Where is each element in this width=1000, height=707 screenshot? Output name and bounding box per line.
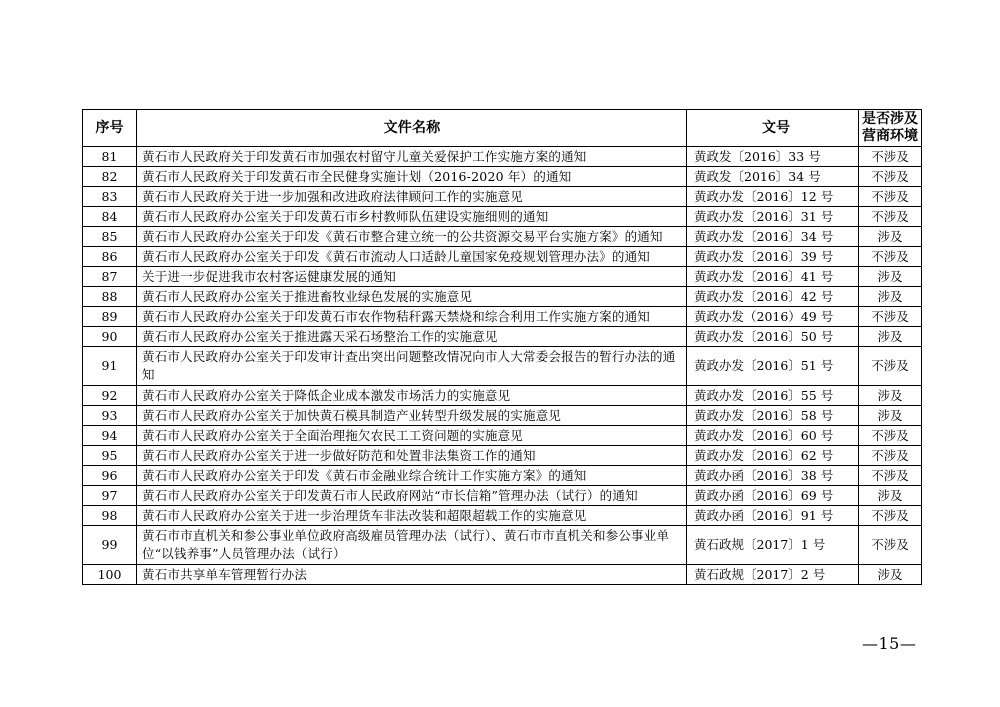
row-business-env: 不涉及 [859, 526, 922, 565]
row-business-env: 不涉及 [859, 247, 922, 267]
row-business-env: 不涉及 [859, 446, 922, 466]
row-doc-number: 黄政办发〔2016〕34 号 [687, 227, 859, 247]
row-index: 98 [83, 506, 137, 526]
row-name: 黄石市人民政府办公室关于印发《黄石市流动人口适龄儿童国家免疫规划管理办法》的通知 [137, 247, 687, 267]
table-row [83, 327, 922, 347]
row-business-env: 不涉及 [859, 187, 922, 207]
row-doc-number: 黄政办发〔2016〕31 号 [687, 207, 859, 227]
document-table [82, 109, 922, 585]
row-index: 92 [83, 386, 137, 406]
row-doc-number: 黄政办发〔2016〕39 号 [687, 247, 859, 267]
row-name: 黄石市人民政府办公室关于加快黄石模具制造产业转型升级发展的实施意见 [137, 406, 687, 426]
row-business-env: 不涉及 [859, 307, 922, 327]
row-business-env: 不涉及 [859, 347, 922, 386]
table-row [83, 486, 922, 506]
row-business-env: 涉及 [859, 565, 922, 585]
table-row [83, 187, 922, 207]
row-business-env: 不涉及 [859, 167, 922, 187]
header-name: 文件名称 [137, 110, 687, 147]
row-index: 85 [83, 227, 137, 247]
row-index: 88 [83, 287, 137, 307]
row-doc-number: 黄政办发〔2016〕42 号 [687, 287, 859, 307]
row-business-env: 不涉及 [859, 506, 922, 526]
row-index: 96 [83, 466, 137, 486]
row-index: 83 [83, 187, 137, 207]
row-name: 黄石市人民政府关于印发黄石市加强农村留守儿童关爱保护工作实施方案的通知 [137, 147, 687, 167]
header-index: 序号 [83, 110, 137, 147]
row-name: 黄石市人民政府办公室关于印发黄石市农作物秸秆露天禁烧和综合利用工作实施方案的通知 [137, 307, 687, 327]
row-name: 黄石市人民政府关于印发黄石市全民健身实施计划（2016-2020 年）的通知 [137, 167, 687, 187]
row-index: 95 [83, 446, 137, 466]
row-index: 81 [83, 147, 137, 167]
row-doc-number: 黄石政规〔2017〕2 号 [687, 565, 859, 585]
row-name: 黄石市人民政府办公室关于印发《黄石市金融业综合统计工作实施方案》的通知 [137, 466, 687, 486]
row-index: 89 [83, 307, 137, 327]
row-doc-number: 黄政办函〔2016〕91 号 [687, 506, 859, 526]
table-header-row [83, 110, 922, 147]
table-row [83, 506, 922, 526]
row-business-env: 涉及 [859, 267, 922, 287]
table-row [83, 526, 922, 565]
row-doc-number: 黄政办发〔2016〕50 号 [687, 327, 859, 347]
row-index: 82 [83, 167, 137, 187]
table-row [83, 147, 922, 167]
table-row [83, 406, 922, 426]
row-name: 黄石市人民政府办公室关于印发审计查出突出问题整改情况向市人大常委会报告的暂行办法的通知 [137, 347, 687, 386]
table-row [83, 466, 922, 486]
row-name: 黄石市共享单车管理暂行办法 [137, 565, 687, 585]
header-business-env-line2: 营商环境 [862, 128, 918, 144]
table-row [83, 167, 922, 187]
row-name: 黄石市人民政府办公室关于进一步治理货车非法改装和超限超载工作的实施意见 [137, 506, 687, 526]
table-row [83, 267, 922, 287]
row-index: 99 [83, 526, 137, 565]
row-business-env: 涉及 [859, 327, 922, 347]
table-row [83, 386, 922, 406]
row-doc-number: 黄政办发〔2016〕60 号 [687, 426, 859, 446]
row-doc-number: 黄政办发〔2016〕41 号 [687, 267, 859, 287]
row-doc-number: 黄政发〔2016〕34 号 [687, 167, 859, 187]
row-doc-number: 黄政办函〔2016〕69 号 [687, 486, 859, 506]
row-business-env: 不涉及 [859, 147, 922, 167]
table-row [83, 565, 922, 585]
row-index: 94 [83, 426, 137, 446]
table-body [83, 147, 922, 585]
table-row [83, 207, 922, 227]
row-name: 黄石市人民政府办公室关于推进畜牧业绿色发展的实施意见 [137, 287, 687, 307]
row-business-env: 涉及 [859, 386, 922, 406]
row-index: 86 [83, 247, 137, 267]
row-business-env: 不涉及 [859, 466, 922, 486]
row-business-env: 涉及 [859, 287, 922, 307]
row-name: 黄石市市直机关和参公事业单位政府高级雇员管理办法（试行）、黄石市市直机关和参公事业单位“以钱养事”人员管理办法（试行） [137, 526, 687, 565]
header-business-env [859, 110, 922, 147]
row-doc-number: 黄政办发〔2016〕12 号 [687, 187, 859, 207]
row-doc-number: 黄政办发〔2016〕58 号 [687, 406, 859, 426]
row-name: 黄石市人民政府办公室关于降低企业成本激发市场活力的实施意见 [137, 386, 687, 406]
row-name: 黄石市人民政府办公室关于进一步做好防范和处置非法集资工作的通知 [137, 446, 687, 466]
row-doc-number: 黄政办发（2016）49 号 [687, 307, 859, 327]
header-doc-number: 文号 [687, 110, 859, 147]
row-doc-number: 黄政办发〔2016〕62 号 [687, 446, 859, 466]
row-name: 黄石市人民政府办公室关于印发《黄石市整合建立统一的公共资源交易平台实施方案》的通知 [137, 227, 687, 247]
row-name: 黄石市人民政府办公室关于印发黄石市乡村教师队伍建设实施细则的通知 [137, 207, 687, 227]
row-business-env: 不涉及 [859, 426, 922, 446]
row-business-env: 涉及 [859, 227, 922, 247]
row-index: 87 [83, 267, 137, 287]
row-index: 91 [83, 347, 137, 386]
row-name: 黄石市人民政府关于进一步加强和改进政府法律顾问工作的实施意见 [137, 187, 687, 207]
table-row [83, 307, 922, 327]
row-name: 黄石市人民政府办公室关于推进露天采石场整治工作的实施意见 [137, 327, 687, 347]
row-name: 黄石市人民政府办公室关于全面治理拖欠农民工工资问题的实施意见 [137, 426, 687, 446]
row-business-env: 涉及 [859, 486, 922, 506]
table-row [83, 426, 922, 446]
table-row [83, 446, 922, 466]
header-business-env-line1: 是否涉及 [862, 111, 918, 127]
row-business-env: 涉及 [859, 406, 922, 426]
table-row [83, 227, 922, 247]
page-number: —15— [862, 634, 917, 653]
row-doc-number: 黄政办发〔2016〕51 号 [687, 347, 859, 386]
table-row [83, 247, 922, 267]
row-name: 黄石市人民政府办公室关于印发黄石市人民政府网站“市长信箱”管理办法（试行）的通知 [137, 486, 687, 506]
row-index: 90 [83, 327, 137, 347]
row-index: 97 [83, 486, 137, 506]
table-row [83, 287, 922, 307]
row-name: 关于进一步促进我市农村客运健康发展的通知 [137, 267, 687, 287]
row-index: 93 [83, 406, 137, 426]
row-doc-number: 黄政办发〔2016〕55 号 [687, 386, 859, 406]
row-doc-number: 黄政发〔2016〕33 号 [687, 147, 859, 167]
row-business-env: 不涉及 [859, 207, 922, 227]
row-doc-number: 黄石政规〔2017〕1 号 [687, 526, 859, 565]
row-doc-number: 黄政办函〔2016〕38 号 [687, 466, 859, 486]
table-row [83, 347, 922, 386]
row-index: 100 [83, 565, 137, 585]
row-index: 84 [83, 207, 137, 227]
